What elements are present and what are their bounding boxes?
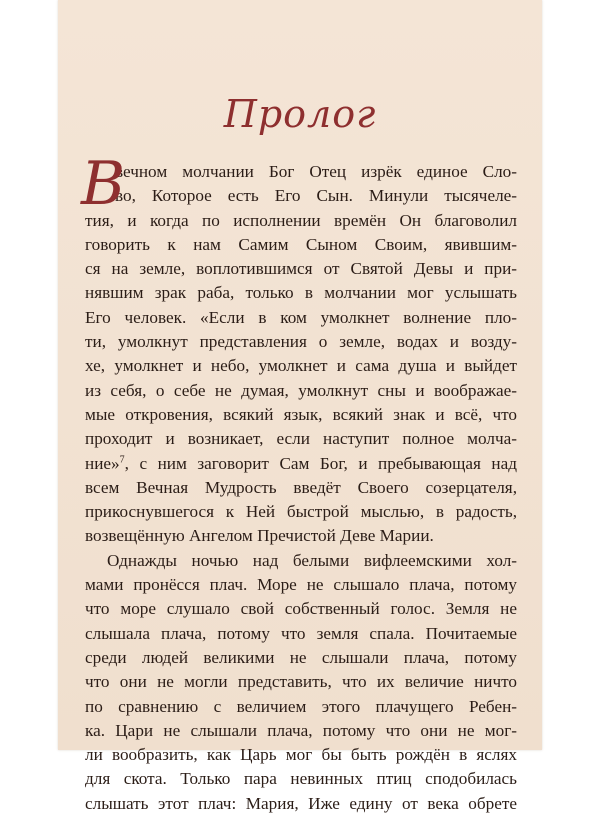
paragraph-1	[81, 149, 517, 549]
text-line: Его человек. «Если в ком умолкнет волнение пло-	[85, 307, 517, 327]
book-page	[58, 0, 542, 813]
page-body	[81, 149, 517, 816]
footnote-line-start: ние»	[85, 453, 120, 473]
text-line: мами пронёсся плач. Море не слышало плача, потому	[85, 575, 517, 595]
text-line: среди людей великими не слышали плача, потому	[85, 647, 517, 667]
dropcap-letter: В	[81, 149, 126, 219]
text-line: что они не могли представить, что их величие ничто	[85, 672, 517, 692]
paragraph-2	[85, 549, 517, 816]
text-line: прикоснувшегося к Ней быстрой мыслью, в радость,	[85, 502, 517, 522]
text-line: проходит и возникает, если наступит полное молча-	[85, 429, 517, 449]
text-line: нявшим зрак раба, только в молчании мог услышать	[85, 283, 517, 303]
text-line: слышать этот плач: Мария, Иже едину от века обрете	[85, 793, 517, 813]
text-line: Однажды ночью над белыми вифлеемскими хол-	[107, 550, 517, 570]
text-line: по сравнению с величием этого плачущего Ребен-	[85, 696, 517, 716]
footnote-marker[interactable]: 7	[119, 453, 125, 465]
text-line: тия, и когда по исполнении времён Он благоволил	[85, 210, 517, 230]
text-line: во, Которое есть Его Сын. Минули тысячеле-	[115, 186, 517, 206]
text-line: ти, умолкнут представления о земле, водах и возду-	[85, 332, 517, 352]
text-line: ся на земле, воплотившимся от Святой Девы и при-	[85, 259, 517, 279]
text-line: что море слушало свой собственный голос. Земля не	[85, 599, 517, 619]
text-line: вечном молчании Бог Отец изрёк единое Сло-	[115, 162, 517, 181]
text-line: ка. Цари не слышали плача, потому что они не мог-	[85, 720, 517, 740]
text-line: говорить к нам Самим Сыном Своим, явившим-	[85, 234, 517, 254]
text-line: возвещённую Ангелом Пречистой Деве Марии.	[85, 526, 434, 546]
dropcap-block	[81, 149, 517, 219]
chapter-title: Пролог	[223, 92, 377, 136]
text-line-with-footnote	[85, 452, 517, 476]
text-line: слышала плача, потому что земля спала. Почитаемые	[85, 623, 517, 643]
text-line: для скота. Только пара невинных птиц сподобилась	[85, 769, 517, 789]
text-line: из себя, о себе не думая, умолкнут сны и воображае-	[85, 380, 517, 400]
text-line: ли вообразить, как Царь мог бы быть рождён в яслях	[85, 745, 517, 765]
text-line: всем Вечная Мудрость введёт Своего созерцателя,	[85, 477, 517, 497]
text-line: хе, умолкнет и небо, умолкнет и сама душа и выйдет	[85, 356, 517, 376]
footnote-line-end: , с ним заговорит Сам Бог, и пребывающая над	[124, 453, 517, 473]
text-line: мые откровения, всякий язык, всякий знак и всё, что	[85, 404, 517, 424]
